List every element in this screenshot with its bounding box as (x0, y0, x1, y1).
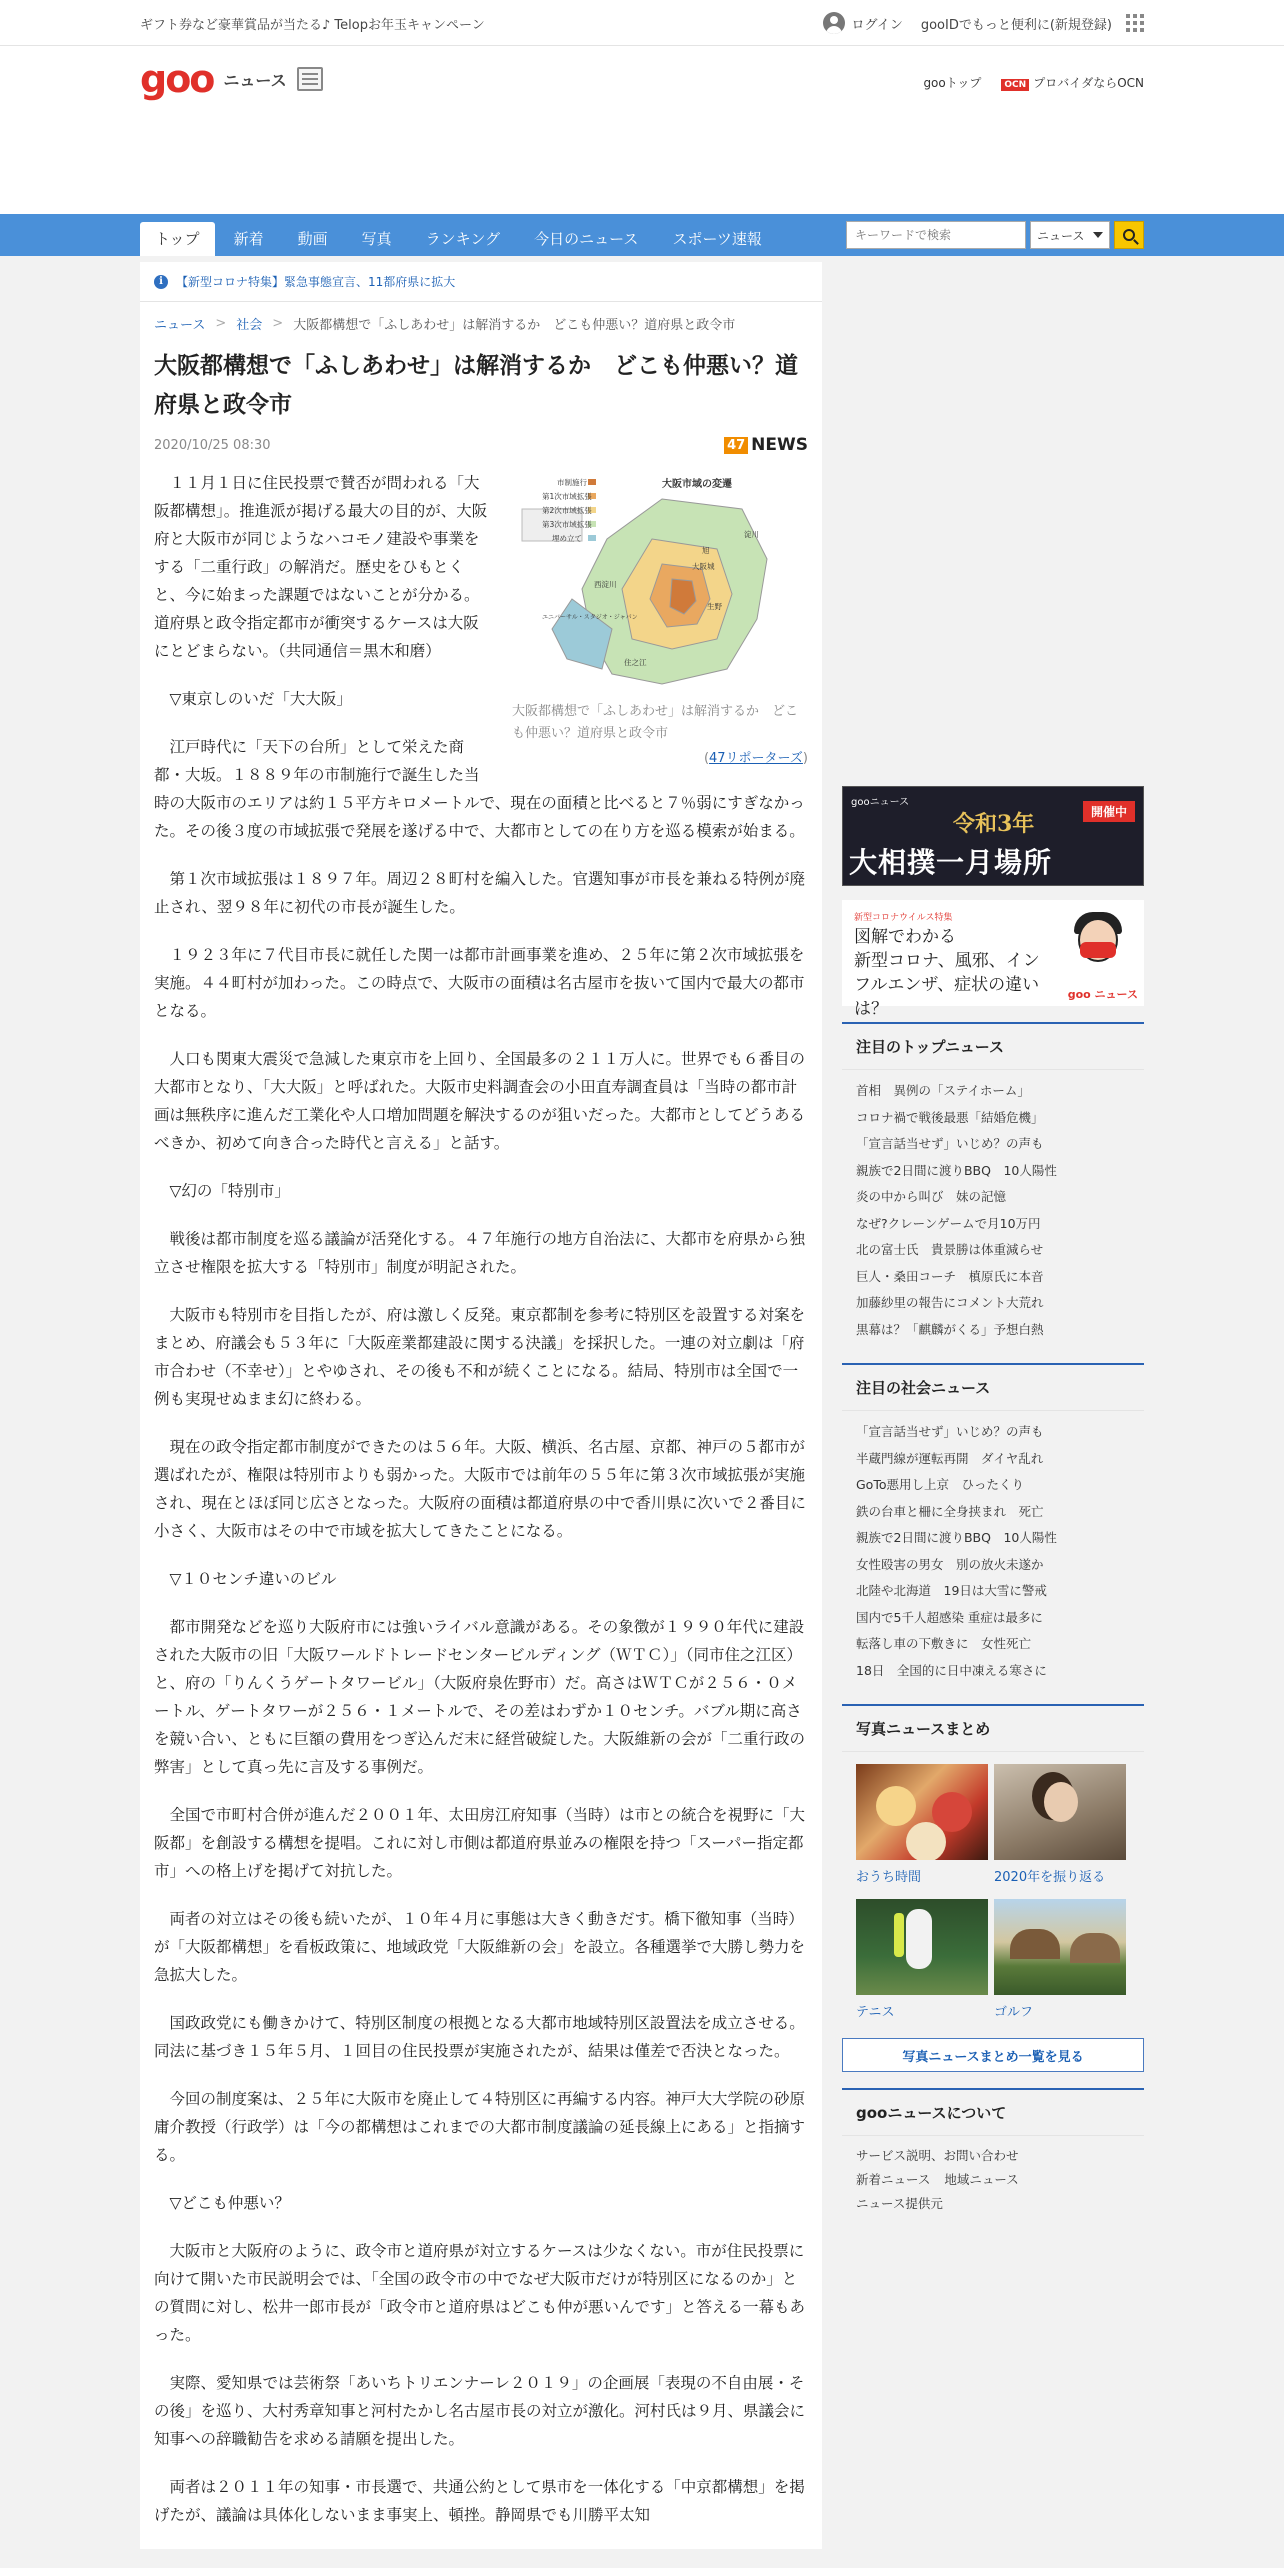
paragraph: １９２３年に７代目市長に就任した関一は都市計画事業を進め、２５年に第２次市域拡張を実施。４４町村が加わった。この時点で、大阪市の面積は名古屋市を抜いて国内で最大の都市となる。 (154, 946, 805, 1020)
search-scope-value: ニュース (1037, 228, 1085, 243)
photo-card[interactable] (994, 1764, 1126, 1885)
map-title: 大阪市域の変遷 (662, 479, 732, 490)
paragraph: １１月１日に住民投票で賛否が問われる「大阪都構想」。推進派が掲げる最大の目的が、大阪府と大阪市が同じようなハコモノ建設や事業をする「二重行政」の解消だ。歴史をひもとくと、今に始まった課題ではないことが分かる。道府県と政令指定都市が衝突するケースは大阪にとどまらない。（共同通信＝黒木和磨） (154, 474, 488, 660)
search-input[interactable] (846, 221, 1026, 249)
sumo-banner-title: 大相撲一月場所 (849, 846, 1053, 879)
photo-label: ゴルフ (994, 2005, 1034, 2020)
ocn-link-label: プロバイダならOCN (1033, 76, 1144, 90)
corona-alert[interactable] (140, 262, 822, 302)
figure-caption: 大阪都構想で「ふしあわせ」は解消するか どこも仲悪い？道府県と政令市 (512, 704, 799, 741)
top-news-title: 注目のトップニュース (842, 1022, 1144, 1070)
paragraph: 大阪市も特別市を目指したが、府は激しく反発。東京都制を参考に特別区を設置する対案をまとめ、府議会も５３年に「大阪産業都建設に関する決議」を採択した。一連の対立劇は「府市合わせ（不幸せ）」とやゆされ、その後も不和が続くことになる。結局、特別市は全国で一例も実現せぬまま幻に終わる。 (154, 1306, 806, 1408)
goo-top-link[interactable]: gooトップ (923, 76, 982, 90)
ocn-logo-icon: OCN (1001, 79, 1029, 91)
photo-thumbnail (856, 1899, 988, 1995)
corona-banner-text: 図解でわかる 新型コロナ、風邪、インフルエンザ、症状の違いは？ (854, 927, 1040, 1019)
breadcrumb-society[interactable]: 社会 (236, 318, 263, 333)
article-figure: 大阪市域の変遷 市制施行 第1次市域拡張 第2次市域拡張 第3次市域拡張 埋め立て 淀川 大阪城 生野 旭 西淀川 住之江 ユニバーサル・スタジオ・ジャパン 大阪都構想で「ふしあわせ」は解消するか どこも仲悪い？道府県と政令市 (47リポーターズ) (512, 469, 808, 773)
list-item[interactable]: 女性殴害の男女 別の放火未遂か (856, 1556, 1044, 1572)
legend-city: 市制施行 (557, 478, 587, 487)
photo-label: おうち時間 (856, 1870, 922, 1885)
tab-top[interactable]: トップ (140, 222, 215, 256)
list-item[interactable]: GoTo悪用し上京 ひったくり (856, 1477, 1024, 1492)
masked-woman-icon (1066, 912, 1130, 992)
list-item[interactable]: 親族で2日間に渡りBBQ 10人陽性 (856, 1530, 1057, 1545)
tab-ranking[interactable]: ランキング (425, 230, 501, 248)
goo-news-logo[interactable] (140, 57, 323, 101)
breadcrumb-news[interactable]: ニュース (154, 318, 206, 333)
sumo-banner-status: 開催中 (1083, 801, 1135, 822)
paragraph: 戦後は都市制度を巡る議論が活発化する。４７年施行の地方自治法に、大都市を府県から独立させ権限を拡大する「特別市」制度が明記された。 (154, 1230, 806, 1276)
photo-label: 2020年を振り返る (994, 1870, 1106, 1885)
paragraph: 江戸時代に「天下の台所」として栄えた商都・大坂。１８８９年の市制施行で誕生した当時の大阪市のエリアは約１５平方キロメートルで、現在の面積と比べると７％弱にすぎなかった。その後３度の市域拡張で発展を遂げる中で、大都市としての在り方を巡る模索が始まる。 (154, 738, 805, 840)
chevron-right-icon: > (215, 316, 227, 331)
tab-sports[interactable]: スポーツ速報 (672, 230, 762, 248)
news-logo-text: ニュース (223, 70, 287, 90)
main-nav (0, 214, 1284, 256)
about-title: gooニュースについて (842, 2088, 1144, 2136)
paragraph: 現在の政令指定都市制度ができたのは５６年。大阪、横浜、名古屋、京都、神戸の５都市が選ばれたが、権限は特別市よりも弱かった。大阪市では前年の５５年に第３次市域拡張が実施され、現在とほぼ同じ広さとなった。大阪府の面積は都道府県の中で香川県に次いで２番目に小さく、大阪市はその中で市域を拡大してきたことになる。 (154, 1438, 806, 1540)
tab-video[interactable]: 動画 (297, 230, 328, 248)
ad-space (842, 262, 1144, 786)
about-link[interactable]: 地域ニュース (944, 2172, 1019, 2187)
corona-banner[interactable] (842, 900, 1144, 1019)
list-item[interactable]: 「宣言話当せず」いじめ？の声も (856, 1136, 1044, 1151)
section-heading: ▽東京しのいだ「大大阪」 (169, 690, 352, 708)
tab-photo[interactable]: 写真 (361, 230, 392, 248)
tab-new[interactable]: 新着 (233, 230, 264, 248)
search-icon (1123, 229, 1135, 241)
section-heading: ▽どこも仲悪い？ (169, 2194, 290, 2212)
chevron-right-icon: > (272, 316, 284, 331)
photo-news-section (842, 1704, 1144, 2072)
corona-banner-tag: 新型コロナウイルス特集 (854, 913, 953, 923)
map-label-osakajo: 大阪城 (692, 562, 715, 571)
paragraph: 大阪市と大阪府のように、政令市と道府県が対立するケースは少なくない。市が住民投票に向けて開いた市民説明会では、「全国の政令市の中でなぜ大阪市だけが特別区になるのか」との質問に対し、松井一郎市長が「政令市と道府県はどこも仲が悪いんです」と答える一幕もあった。 (154, 2242, 806, 2344)
search-form (846, 221, 1144, 249)
social-news-title: 注目の社会ニュース (842, 1363, 1144, 1411)
search-button[interactable] (1114, 221, 1144, 249)
map-label-ikuno: 生野 (707, 602, 722, 611)
paragraph: 今回の制度案は、２５年に大阪市を廃止して４特別区に再編する内容。神戸大大学院の砂原庸介教授（行政学）は「今の都構想はこれまでの大都市制度議論の延長線上にある」と指摘する。 (154, 2090, 806, 2164)
map-label-asahi: 旭 (702, 546, 710, 555)
section-heading: ▽１０センチ違いのビル (169, 1570, 337, 1588)
article-date: 2020/10/25 08:30 (154, 437, 271, 453)
promo-link[interactable]: ギフト券など豪華賞品が当たる♪ Telopお年玉キャンペーン (140, 17, 485, 33)
paragraph: 人口も関東大震災で急減した東京市を上回り、全国最多の２１１万人に。世界でも６番目の大都市となり、「大大阪」と呼ばれた。大阪市史料調査会の小田直寿調査員は「当時の都市計画は無秩序に進んだ工業化や人口増加問題を解決するのが狙いだった。大都市としてどうあるべきか、初めて向き合った時代と言える」と話す。 (154, 1050, 806, 1152)
list-item[interactable]: 鉄の台車と柵に全身挟まれ 死亡 (856, 1503, 1044, 1519)
photo-label: テニス (856, 2005, 895, 2020)
tab-today[interactable]: 今日のニュース (534, 230, 639, 248)
alert-text: 【新型コロナ特集】緊急事態宣言、11都府県に拡大 (176, 275, 456, 289)
newspaper-icon (297, 67, 323, 91)
list-item[interactable]: 炎の中から叫び 妹の記憶 (856, 1189, 1007, 1204)
47news-logo (724, 435, 808, 455)
corona-banner-logo: goo ニュース (1067, 988, 1138, 1001)
breadcrumb (140, 302, 822, 333)
legend-landfill: 埋め立て (552, 534, 582, 543)
search-scope-select[interactable] (1030, 221, 1110, 249)
social-news-section (842, 1363, 1144, 1688)
list-item[interactable]: 北陸や北海道 19日は大雪に警戒 (856, 1583, 1047, 1598)
paragraph: 都市開発などを巡り大阪府市には強いライバル意識がある。その象徴が１９９０年代に建設された大阪市の旧「大阪ワールドトレードセンタービルディング（ＷＴＣ）」（同市住之江区）と、府の「りんくうゲートタワービル」（大阪府泉佐野市）だ。高さはＷＴＣが２５６・０メートル、ゲートタワーが２５６・１メートルで、その差はわずか１０センチ。バブル期に高さを競い合い、ともに巨額の費用をつぎ込んだ末に経営破綻した。大阪維新の会が「二重行政の弊害」として真っ先に言及する事例だ。 (154, 1618, 806, 1776)
about-link[interactable]: 新着ニュース (856, 2172, 931, 2187)
photo-more-button[interactable]: 写真ニュースまとめ一覧を見る (842, 2038, 1144, 2072)
info-icon: i (154, 275, 168, 289)
sumo-banner-year: 令和3年 (953, 811, 1035, 837)
list-item[interactable]: 巨人・桑田コーチ 槙原氏に本音 (856, 1268, 1044, 1284)
register-link[interactable]: gooIDでもっと便利に(新規登録) (920, 17, 1112, 33)
article-title: 大阪都構想で「ふしあわせ」は解消するか どこも仲悪い？道府県と政令市 (154, 353, 798, 418)
login-link[interactable] (823, 12, 902, 34)
main-column (140, 262, 822, 2549)
list-item[interactable]: なぜ?クレーンゲームで月10万円 (856, 1215, 1041, 1231)
list-item[interactable]: 転落し車の下敷きに 女性死亡 (856, 1636, 1032, 1651)
photo-thumbnail (994, 1764, 1126, 1860)
osaka-map-image[interactable] (512, 469, 808, 695)
list-item[interactable]: 加藤紗里の報告にコメント大荒れ (856, 1295, 1044, 1310)
legend-expansion-3: 第3次市域拡張 (542, 520, 592, 529)
top-news-section (842, 1022, 1144, 1347)
paragraph: 両者の対立はその後も続いたが、１０年４月に事態は大きく動きだす。橋下徹知事（当時）が「大阪都構想」を看板政策に、地域政党「大阪維新の会」を設立。各種選挙で大勝し勢力を急拡大した。 (154, 1910, 806, 1984)
map-label-yodogawa: 淀川 (744, 530, 759, 539)
list-item[interactable]: 親族で2日間に渡りBBQ 10人陽性 (856, 1162, 1057, 1178)
paragraph: 国政政党にも働きかけて、特別区制度の根拠となる大都市地域特別区設置法を成立させる。同法に基づき１５年５月、１回目の住民投票が実施されたが、結果は僅差で否決となった。 (154, 2014, 805, 2060)
article-body (154, 469, 808, 2529)
photo-card[interactable] (994, 1899, 1126, 2020)
map-label-nishiyodogawa: 西淀川 (594, 580, 617, 589)
breadcrumb-current: 大阪都構想で「ふしあわせ」は解消するか どこも仲悪い？道府県と政令市 (293, 318, 736, 333)
list-item[interactable]: 北の富士氏 貴景勝は体重減らせ (856, 1242, 1044, 1257)
photo-card[interactable] (856, 1764, 988, 1885)
about-link[interactable]: ニュース提供元 (856, 2196, 943, 2211)
goo-logo-text: goo (140, 57, 214, 101)
legend-expansion-2: 第2次市域拡張 (542, 506, 592, 515)
photo-news-title: 写真ニュースまとめ (842, 1704, 1144, 1752)
list-item[interactable]: コロナ禍で戦後最悪「結婚危機」 (856, 1109, 1044, 1125)
list-item[interactable]: 国内で5千人超感染 重症は最多に (856, 1609, 1043, 1625)
paragraph: 両者は２０１１年の知事・市長選で、共通公約として県市を一体化する「中京都構想」を掲げたが、議論は具体化しないまま事実上、頓挫。静岡県でも川勝平太知 (154, 2478, 805, 2524)
reporters-link[interactable]: 47リポーターズ (709, 751, 803, 766)
article (140, 333, 822, 2529)
section-heading: ▽幻の「特別市」 (169, 1182, 290, 1200)
photo-thumbnail (994, 1899, 1126, 1995)
list-item[interactable]: 「宣言話当せず」いじめ？の声も (856, 1424, 1044, 1439)
ocn-link[interactable] (1001, 74, 1144, 91)
paragraph: 実際、愛知県では芸術祭「あいちトリエンナーレ２０１９」の企画展「表現の不自由展・その後」を巡り、大村秀章知事と河村たかし名古屋市長の対立が激化。河村氏は９月、県議会に知事への辞職勧告を求める請願を提出した。 (154, 2374, 806, 2448)
sumo-banner-logo: gooニュース (851, 797, 910, 808)
sumo-banner[interactable] (842, 786, 1144, 886)
photo-card[interactable] (856, 1899, 988, 2020)
paragraph: 全国で市町村合併が進んだ２００１年、太田房江府知事（当時）は市との統合を視野に「大阪都」を創設する構想を提唱。これに対し市側は都道府県並みの権限を持つ「スーパー指定都市」への格上げを掲げて対抗した。 (154, 1806, 806, 1880)
list-item[interactable]: 首相 異例の「ステイホーム」 (856, 1083, 1030, 1098)
about-section (842, 2088, 1144, 2220)
photo-thumbnail (856, 1764, 988, 1860)
47news-badge-num: 47 (724, 437, 748, 454)
map-label-suminoe: 住之江 (624, 658, 647, 667)
47news-badge-text: NEWS (751, 435, 808, 455)
map-label-usj: ユニバーサル・スタジオ・ジャパン (542, 614, 638, 621)
legend-expansion-1: 第1次市域拡張 (542, 492, 592, 501)
apps-grid-icon[interactable] (1126, 14, 1144, 32)
site-header (0, 46, 1284, 214)
chevron-down-icon (1093, 232, 1103, 238)
paragraph: 第１次市域拡張は１８９７年。周辺２８町村を編入した。官選知事が市長を兼ねる特例が廃止され、翌９８年に初代の市長が誕生した。 (154, 870, 806, 916)
sidebar (842, 262, 1144, 2549)
user-icon (823, 12, 845, 34)
list-item[interactable]: 半蔵門線が運転再開 ダイヤ乱れ (856, 1450, 1044, 1466)
list-item[interactable]: 18日 全国的に日中凍える寒さに (856, 1662, 1047, 1678)
login-label: ログイン (851, 17, 903, 33)
list-item[interactable]: 黒幕は？「麒麟がくる」予想白熱 (856, 1321, 1044, 1337)
about-link[interactable]: サービス説明、お問い合わせ (856, 2148, 1019, 2163)
top-bar (0, 0, 1284, 46)
